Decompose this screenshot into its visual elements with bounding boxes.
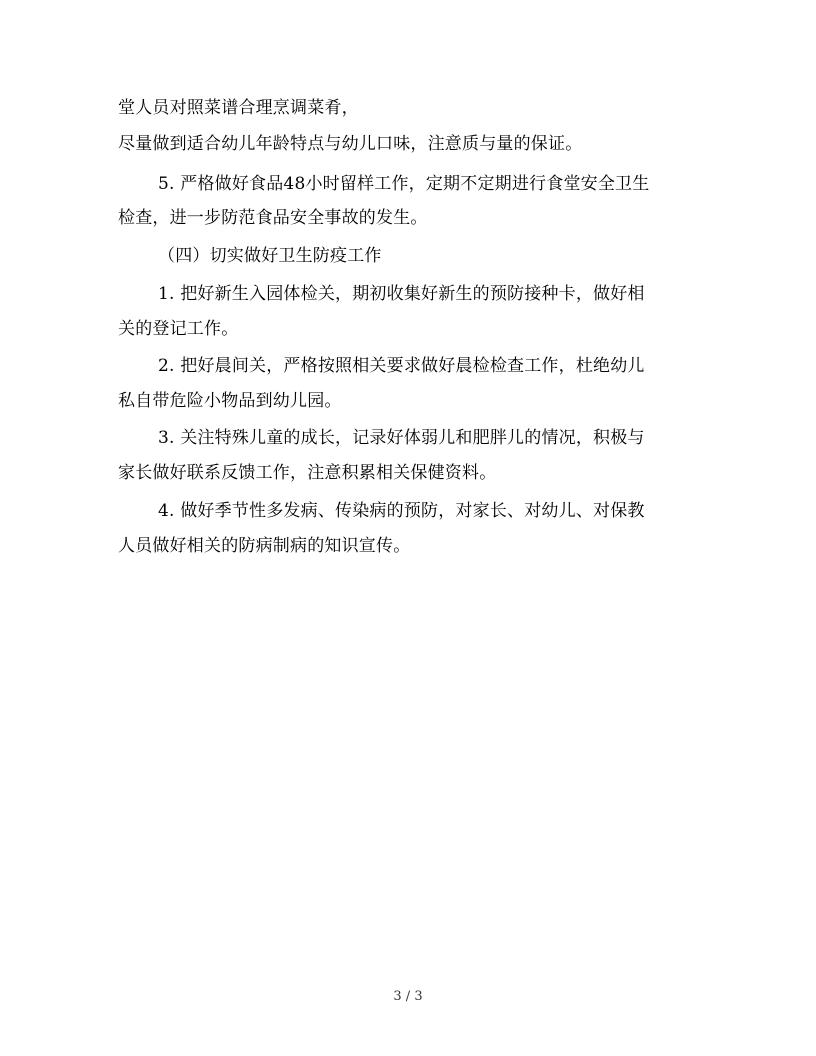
text-line-8: 2. 把好晨间关，严格按照相关要求做好晨检检查工作，杜绝幼儿	[158, 356, 645, 376]
text-line-2: 尽量做到适合幼儿年龄特点与幼儿口味，注意质与量的保证。	[118, 134, 583, 154]
section-heading: （四）切实做好卫生防疫工作	[158, 246, 382, 266]
text-line-11: 家长做好联系反馈工作，注意积累相关保健资料。	[118, 463, 497, 483]
text-line-6: 1. 把好新生入园体检关，期初收集好新生的预防接种卡，做好相	[158, 284, 645, 304]
text-line-4: 检查，进一步防范食品安全事故的发生。	[118, 208, 428, 228]
page-number: 3 / 3	[393, 989, 423, 1004]
text-line-1: 堂人员对照菜谱合理烹调菜肴，	[118, 98, 359, 118]
text-line-13: 人员做好相关的防病制病的知识宣传。	[118, 536, 411, 556]
text-line-3: 5. 严格做好食品48小时留样工作，定期不定期进行食堂安全卫生	[158, 174, 650, 194]
text-line-10: 3. 关注特殊儿童的成长，记录好体弱儿和肥胖儿的情况，积极与	[158, 428, 645, 448]
text-line-7: 关的登记工作。	[118, 319, 239, 339]
text-line-12: 4. 做好季节性多发病、传染病的预防，对家长、对幼儿、对保教	[158, 501, 645, 521]
text-line-9: 私自带危险小物品到幼儿园。	[118, 391, 342, 411]
